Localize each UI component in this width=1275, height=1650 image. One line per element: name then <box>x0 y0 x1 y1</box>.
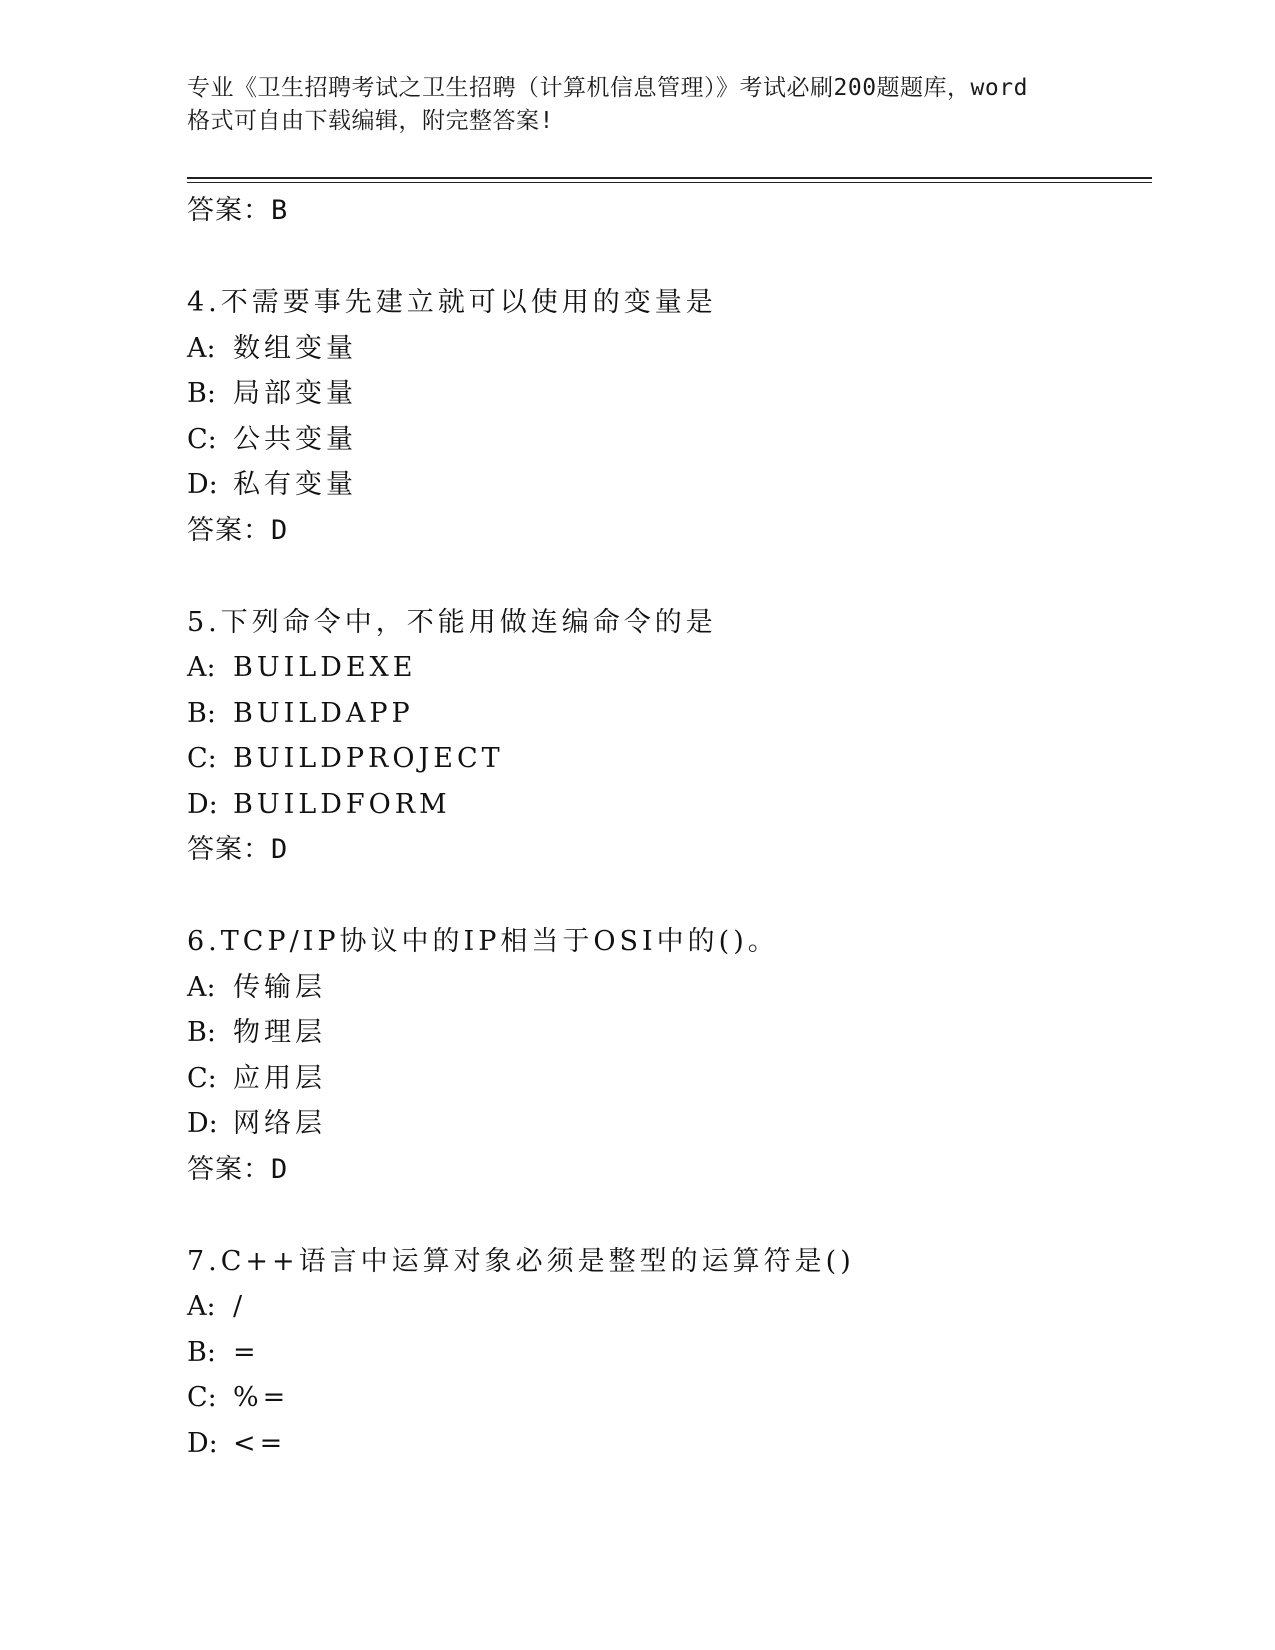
option-letter: B: <box>187 1336 216 1368</box>
option-text: / <box>233 1291 247 1322</box>
option-d <box>187 1421 1147 1467</box>
option-letter: A: <box>187 1291 216 1322</box>
option-text: BUILDPROJECT <box>233 743 504 774</box>
answer-label: 答案：D <box>187 514 289 546</box>
document-header <box>187 72 1087 138</box>
option-text: 公共变量 <box>233 423 357 455</box>
option-text: BUILDFORM <box>233 788 451 820</box>
option-letter: C: <box>187 1382 217 1413</box>
option-text: 网络层 <box>233 1108 326 1139</box>
option-letter: B: <box>187 697 216 729</box>
option-b <box>187 371 1147 417</box>
option-a <box>187 645 1147 691</box>
option-letter: A: <box>187 652 216 683</box>
option-c <box>187 1056 1147 1102</box>
option-text: 应用层 <box>233 1062 326 1094</box>
option-letter: D: <box>187 788 218 820</box>
question-text: 7.C++语言中运算对象必须是整型的运算符是() <box>187 1245 855 1277</box>
option-text: BUILDEXE <box>233 652 417 683</box>
option-letter: B: <box>187 1017 216 1048</box>
option-letter: D: <box>187 1427 218 1459</box>
option-a <box>187 326 1147 372</box>
option-d <box>187 782 1147 828</box>
option-text: 局部变量 <box>233 378 357 409</box>
question-text: 6.TCP/IP协议中的IP相当于OSI中的()。 <box>187 926 779 957</box>
header-line-2: 格式可自由下载编辑，附完整答案! <box>187 108 554 134</box>
answer-label: 答案：D <box>187 1153 289 1185</box>
option-a <box>187 965 1147 1011</box>
option-letter: C: <box>187 743 217 774</box>
option-c <box>187 736 1147 782</box>
option-letter: B: <box>187 378 216 409</box>
document-body <box>187 188 1147 1466</box>
header-divider-thin <box>187 182 1152 183</box>
option-letter: D: <box>187 1108 218 1139</box>
option-text: 物理层 <box>233 1017 326 1048</box>
option-a <box>187 1284 1147 1330</box>
option-text: 私有变量 <box>233 469 357 500</box>
option-text: <= <box>233 1427 287 1459</box>
option-d <box>187 1101 1147 1147</box>
option-text: %= <box>233 1382 290 1413</box>
option-letter: A: <box>187 332 216 364</box>
question-text: 4.不需要事先建立就可以使用的变量是 <box>187 287 717 318</box>
option-c <box>187 1375 1147 1421</box>
option-text: 传输层 <box>233 971 326 1003</box>
answer-label: 答案：B <box>187 195 289 226</box>
question-7 <box>187 1239 1147 1467</box>
question-5 <box>187 600 1147 874</box>
question-6 <box>187 919 1147 1193</box>
option-letter: D: <box>187 469 218 500</box>
question-text: 5.下列命令中，不能用做连编命令的是 <box>187 606 717 638</box>
question-4 <box>187 280 1147 554</box>
header-divider-thick <box>187 177 1152 179</box>
option-letter: A: <box>187 971 216 1003</box>
option-b <box>187 1010 1147 1056</box>
option-text: 数组变量 <box>233 332 357 364</box>
option-letter: C: <box>187 1062 217 1094</box>
option-letter: C: <box>187 423 217 455</box>
option-b <box>187 691 1147 737</box>
answer-label: 答案：D <box>187 834 289 865</box>
option-c <box>187 417 1147 463</box>
header-line-1: 专业《卫生招聘考试之卫生招聘（计算机信息管理）》考试必刷200题题库，word <box>187 75 1028 101</box>
option-text: BUILDAPP <box>233 697 414 729</box>
option-d <box>187 462 1147 508</box>
option-text: = <box>233 1336 260 1368</box>
option-b <box>187 1330 1147 1376</box>
